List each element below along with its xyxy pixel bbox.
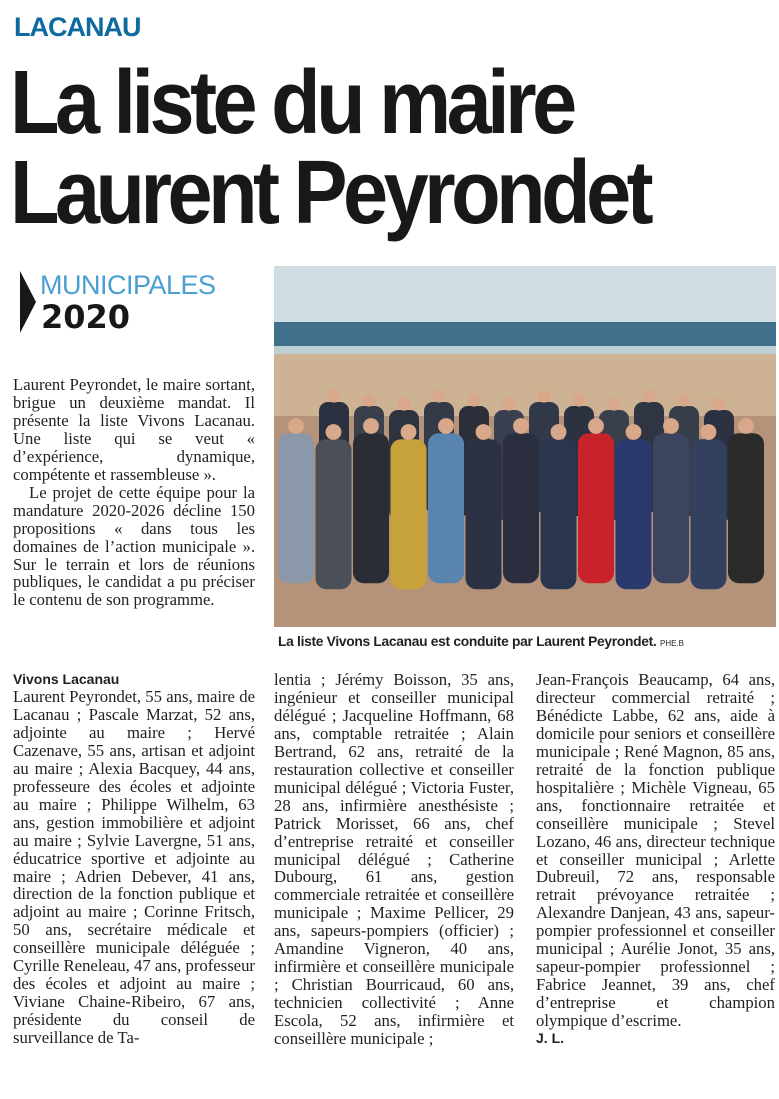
rubric-year: 2020	[41, 298, 131, 336]
photo-person-head	[326, 424, 342, 440]
candidate-list-text: lentia ; Jérémy Boisson, 35 ans, ingénieur et conseiller municipal délégué ; Jacqueline Hoffmann, 68 ans, comptable retraitée ; Alain Bertrand, 62 ans, retraité de la restauration collective et conseiller municipal délégué ; Victoria Fuster, 28 ans, infirmière anesthésiste ; Patrick Morisset, 66 ans, chef d’entreprise retraité et conseiller municipal délégué ; Catherine Dubourg, 61 ans, gestion commerciale retraitée et conseillère municipale ; Maxime Pellicer, 29 ans, sapeurs-pompiers (officier) ; Amandine Vigneron, 40 ans, infirmière et conseillère municipale ; Christian Bourricaud, 60 ans, technicien collectivité ; Anne Escola, 52 ans, infirmière et conseillère municipale ;	[274, 670, 514, 1049]
photo-person-head	[432, 389, 445, 402]
photo-person-body	[541, 439, 577, 589]
photo-surf	[274, 346, 776, 354]
photo-person-head	[572, 393, 585, 406]
photo-person-body	[316, 439, 352, 589]
photo-person-head	[642, 389, 655, 402]
photo-person-head	[362, 393, 375, 406]
photo-person-head	[502, 397, 515, 410]
photo-person-head	[607, 397, 620, 410]
triangle-marker-icon	[20, 271, 36, 333]
photo-person-body	[391, 439, 427, 589]
candidate-list-text: Jean-François Beaucamp, 64 ans, directeur commercial retraité ; Bénédicte Labbe, 62 ans, aide à domicile pour seniors et conseillère municipale ; René Magnon, 85 ans, retraité de la fonction publique hospitalière ; Michèle Vigneau, 65 ans, fonctionnaire retraitée et conseillère municipale ; Stevel Lozano, 46 ans, directeur technique et conseiller municipal ; Arlette Dubreuil, 72 ans, responsable retrait prévoyance retraitée ; Alexandre Danjean, 43 ans, sapeur-pompier professionnel et conseiller municipal ; Aurélie Jonot, 35 ans, sapeur-pompier professionnel ; Fabrice Jeannet, 39 ans, chef d’entreprise et champion olympique d’escrime.	[536, 670, 775, 1031]
photo-person-body	[428, 433, 464, 583]
photo-person-body	[353, 433, 389, 583]
section-kicker: LACANAU	[14, 12, 141, 42]
photo-person-head	[551, 424, 567, 440]
headline	[10, 53, 703, 243]
photo-person-head	[401, 424, 417, 440]
photo-person-body	[466, 439, 502, 589]
photo-person-head	[701, 424, 717, 440]
group-photo	[274, 266, 776, 627]
photo-person-head	[677, 393, 690, 406]
intro-text	[13, 376, 255, 609]
photo-person-head	[626, 424, 642, 440]
photo-person-head	[588, 418, 604, 434]
photo-person-head	[738, 418, 754, 434]
list-title: Vivons Lacanau	[13, 671, 120, 687]
caption-text: La liste Vivons Lacanau est conduite par Laurent Peyrondet.	[278, 634, 657, 649]
author-signature: J. L.	[536, 1030, 565, 1047]
photo-person-head	[537, 389, 550, 402]
photo-person-head	[513, 418, 529, 434]
photo-beach-sand	[274, 354, 776, 424]
photo-person-head	[438, 418, 454, 434]
photo-person-head	[363, 418, 379, 434]
photo-sky	[274, 266, 776, 328]
photo-credit: PHE.B	[659, 639, 684, 648]
photo-person-body	[691, 439, 727, 589]
photo-person-head	[327, 389, 340, 402]
beach-group-photo-illustration	[274, 266, 776, 627]
photo-caption	[278, 634, 778, 649]
candidate-list-column-3	[536, 671, 775, 1048]
candidate-list-column-2	[274, 671, 514, 1048]
photo-person-body	[503, 433, 539, 583]
photo-person-head	[712, 397, 725, 410]
headline-line-1: La liste du maire	[10, 53, 573, 153]
photo-person-body	[278, 433, 314, 583]
photo-person-head	[467, 393, 480, 406]
photo-person-head	[288, 418, 304, 434]
headline-line-2: Laurent Peyrondet	[10, 143, 650, 243]
photo-person-body	[578, 433, 614, 583]
rubric-badge	[20, 268, 260, 338]
intro-paragraph: Laurent Peyrondet, le maire sortant, brigue un deuxième mandat. Il présente la liste Vivons Lacanau. Une liste qui se veut « d’expérience, dynamique, compétente et rassembleuse ».	[13, 375, 255, 484]
candidate-list-column-1	[13, 688, 255, 1047]
photo-person-head	[476, 424, 492, 440]
candidate-list-text: Laurent Peyrondet, 55 ans, maire de Lacanau ; Pascale Marzat, 52 ans, adjointe au maire ; Hervé Cazenave, 55 ans, artisan et adjoint au maire ; Alexia Bacquey, 44 ans, professeure des écoles et adjointe au maire ; Philippe Wilhelm, 63 ans, gestion immobilière et adjoint au maire ; Sylvie Lavergne, 51 ans, éducatrice sportive et adjointe au maire ; Adrien Debever, 41 ans, direction de la fonction publique et adjoint au maire ; Corinne Fritsch, 50 ans, secrétaire médicale et conseillère municipale déléguée ; Cyrille Reneleau, 47 ans, professeur des écoles et adjoint au maire ; Viviane Chaine-Ribeiro, 67 ans, présidente du conseil de surveillance de Ta-	[13, 687, 255, 1048]
photo-person-head	[397, 397, 410, 410]
photo-person-head	[663, 418, 679, 434]
intro-paragraph: Le projet de cette équipe pour la mandature 2020-2026 décline 150 propositions « dans tous les domaines de l’action municipale ». Sur le terrain et lors de réunions publiques, le candidat a pu préciser le contenu de son programme.	[13, 482, 255, 610]
photo-person-body	[653, 433, 689, 583]
photo-person-body	[616, 439, 652, 589]
photo-person-body	[728, 433, 764, 583]
rubric-label: MUNICIPALES	[40, 270, 216, 300]
